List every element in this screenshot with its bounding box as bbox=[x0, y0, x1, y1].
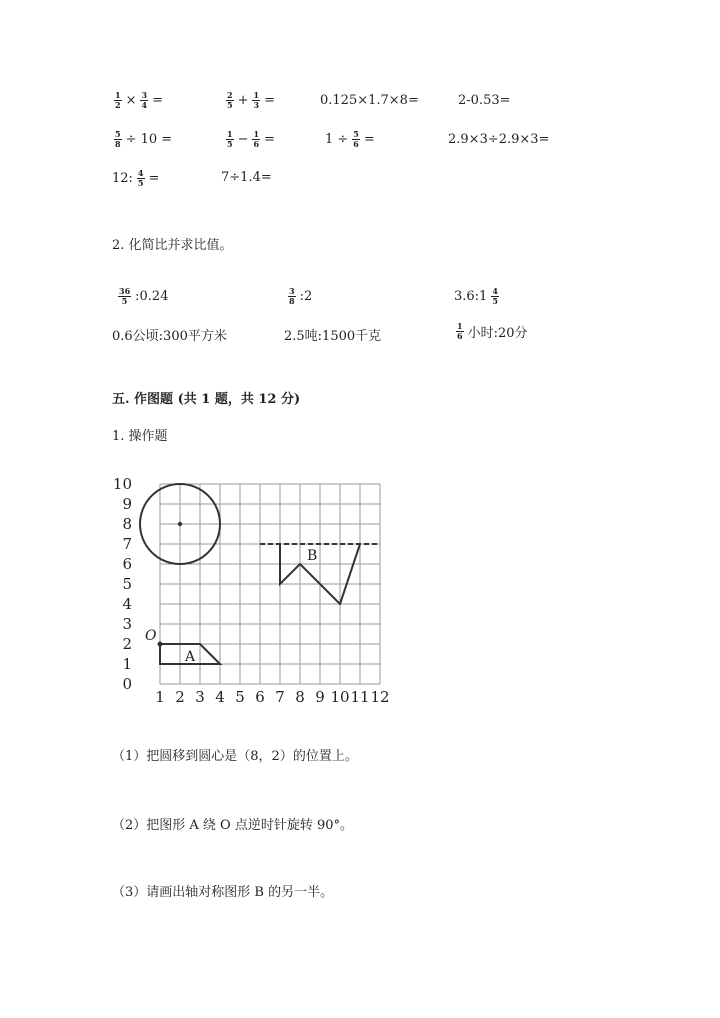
equals: = bbox=[264, 93, 275, 108]
fraction: $\frac{1}{6}$ bbox=[253, 129, 260, 149]
x-tick-label: 5 bbox=[235, 688, 245, 706]
ratio-e: 2.5吨:1500千克 bbox=[284, 329, 382, 344]
calc-r1c1 bbox=[112, 91, 163, 110]
ratio-a bbox=[116, 287, 168, 306]
y-tick-label: 9 bbox=[122, 495, 132, 513]
calc-r1c4: 2-0.53= bbox=[458, 93, 511, 108]
ratio-d: 0.6公顷:300平方米 bbox=[112, 329, 227, 344]
calc-r2c1 bbox=[112, 130, 172, 149]
y-tick-label: 2 bbox=[122, 635, 132, 653]
equals: = bbox=[264, 132, 275, 147]
calc-r3c1 bbox=[112, 169, 159, 188]
x-tick-label: 4 bbox=[215, 688, 225, 706]
calc-r2c3 bbox=[325, 130, 375, 149]
x-tick-label: 1 bbox=[155, 688, 165, 706]
task-1: （1）把圆移到圆心是（8，2）的位置上。 bbox=[112, 749, 358, 764]
fraction: $\frac{1}{5}$ bbox=[227, 129, 233, 149]
question-title: 1. 操作题 bbox=[112, 429, 168, 444]
section5-heading: 五. 作图题 (共 1 题，共 12 分) bbox=[112, 392, 301, 407]
x-tick-label: 7 bbox=[275, 688, 285, 706]
x-tick-label: 3 bbox=[195, 688, 205, 706]
x-tick-label: 11 bbox=[350, 688, 370, 706]
circle-center-dot bbox=[178, 522, 182, 526]
y-tick-label: 3 bbox=[122, 615, 132, 633]
x-tick-label: 8 bbox=[295, 688, 305, 706]
calc-r2c2 bbox=[224, 130, 275, 149]
operator: × bbox=[125, 93, 137, 108]
y-tick-label: 0 bbox=[122, 675, 132, 693]
expr-prefix: 3.6:1 bbox=[454, 289, 488, 304]
fraction: $\frac{5}{6}$ bbox=[353, 129, 359, 149]
section2-title: 2. 化简比并求比值。 bbox=[112, 238, 233, 253]
equals: = bbox=[148, 171, 160, 186]
calc-r3c2: 7÷1.4= bbox=[221, 170, 272, 185]
y-tick-label: 1 bbox=[122, 655, 132, 673]
x-tick-label: 9 bbox=[315, 688, 325, 706]
ratio-b bbox=[286, 287, 312, 306]
x-tick-label: 6 bbox=[255, 688, 265, 706]
fraction: $\frac{3}{4}$ bbox=[141, 90, 148, 110]
equals: = bbox=[152, 93, 163, 108]
expr-prefix: 1 ÷ bbox=[325, 132, 349, 147]
fraction: $\frac{2}{5}$ bbox=[227, 90, 233, 110]
origin-label: O bbox=[145, 628, 157, 644]
y-tick-label: 8 bbox=[122, 515, 132, 533]
fraction: $\frac{5}{8}$ bbox=[115, 129, 121, 149]
expr-rest: ÷ 10 = bbox=[125, 132, 173, 147]
calc-r2c4: 2.9×3÷2.9×3= bbox=[448, 132, 550, 147]
fraction: $\frac{4}{5}$ bbox=[137, 168, 144, 188]
fraction: $\frac{36}{5}$ bbox=[119, 286, 131, 306]
calc-r1c2 bbox=[224, 91, 275, 110]
fraction: $\frac{1}{2}$ bbox=[115, 90, 121, 110]
fraction: $\frac{1}{6}$ bbox=[457, 321, 463, 341]
x-tick-label: 12 bbox=[370, 688, 390, 706]
y-tick-label: 7 bbox=[122, 535, 132, 553]
expr-rest: :2 bbox=[299, 289, 313, 304]
expr-prefix: 12: bbox=[112, 171, 133, 186]
ratio-f bbox=[454, 322, 528, 341]
fraction: $\frac{4}{5}$ bbox=[492, 286, 498, 306]
equals: = bbox=[363, 132, 375, 147]
y-axis-ticks bbox=[113, 475, 132, 693]
x-tick-label: 10 bbox=[330, 688, 350, 706]
y-tick-label: 5 bbox=[122, 575, 132, 593]
y-tick-label: 4 bbox=[122, 595, 132, 613]
fraction: $\frac{3}{8}$ bbox=[289, 286, 295, 306]
expr-rest: :0.24 bbox=[135, 289, 169, 304]
y-tick-label: 10 bbox=[112, 475, 132, 493]
coordinate-grid bbox=[110, 472, 400, 712]
shape-a-label: A bbox=[185, 649, 196, 665]
fraction: $\frac{1}{3}$ bbox=[253, 90, 260, 110]
calc-r1c3: 0.125×1.7×8= bbox=[320, 93, 419, 108]
origin-dot bbox=[158, 642, 163, 647]
task-3: （3）请画出轴对称图形 B 的另一半。 bbox=[112, 885, 334, 900]
ratio-c bbox=[454, 287, 501, 306]
y-tick-label: 6 bbox=[122, 555, 132, 573]
task-2: （2）把图形 A 绕 O 点逆时针旋转 90°。 bbox=[112, 818, 354, 833]
x-tick-label: 2 bbox=[175, 688, 185, 706]
shape-b-label: B bbox=[307, 548, 318, 564]
x-axis-ticks bbox=[155, 688, 389, 706]
operator: + bbox=[237, 93, 249, 108]
expr-rest: 小时:20分 bbox=[467, 326, 528, 341]
operator: − bbox=[237, 132, 249, 147]
